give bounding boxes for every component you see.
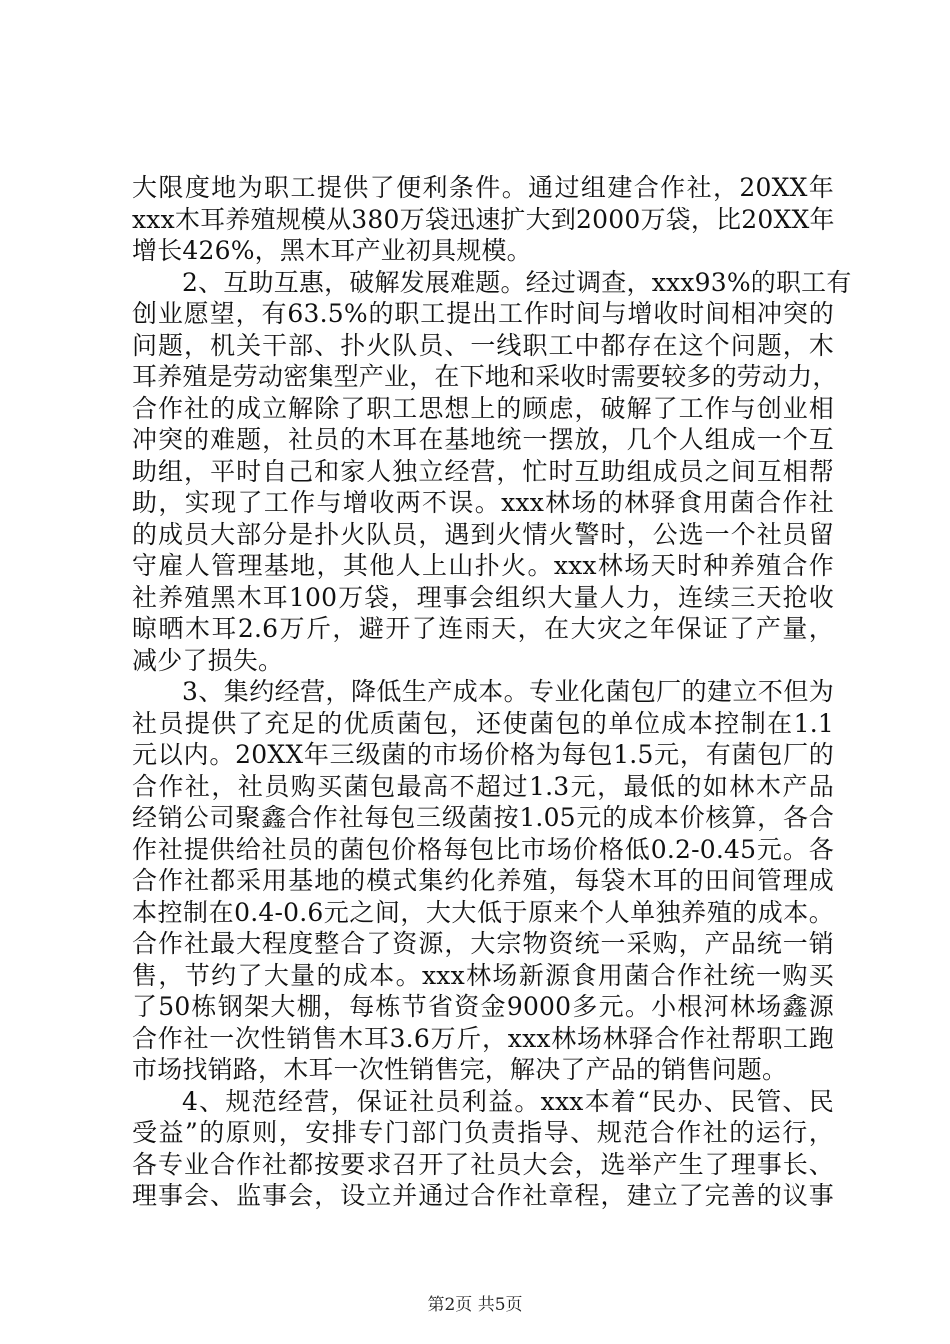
text-line: 作社提供给社员的菌包价格每包比市场价格低0.2-0.45元。各 xyxy=(132,834,834,864)
text-line: 守雇人管理基地，其他人上山扑火。xxx林场天时种养殖合作 xyxy=(132,551,834,580)
text-line: 晾晒木耳2.6万斤，避开了连雨天，在大灾之年保证了产量， xyxy=(132,614,834,643)
text-line: 合作社都采用基地的模式集约化养殖，每袋木耳的田间管理成 xyxy=(132,866,834,895)
text-line: 助，实现了工作与增收两不误。xxx林场的林驿食用菌合作社 xyxy=(132,488,834,517)
text-line: 社养殖黑木耳100万袋，理事会组织大量人力，连续三天抢收 xyxy=(132,582,834,612)
text-line: 创业愿望，有63.5%的职工提出工作时间与增收时间相冲突的 xyxy=(132,299,834,328)
text-line: 合作社一次性销售木耳3.6万斤，xxx林场林驿合作社帮职工跑 xyxy=(132,1023,834,1053)
text-line: 本控制在0.4-0.6元之间，大大低于原来个人单独养殖的成本。 xyxy=(132,897,834,927)
text-line: 市场找销路，木耳一次性销售完，解决了产品的销售问题。 xyxy=(132,1055,788,1084)
text-line: 的成员大部分是扑火队员，遇到火情火警时，公选一个社员留 xyxy=(132,519,834,549)
text-line: 理事会、监事会，设立并通过合作社章程，建立了完善的议事 xyxy=(132,1181,834,1210)
text-line: 受益”的原则，安排专门部门负责指导、规范合作社的运行， xyxy=(132,1118,834,1147)
text-line: 合作社最大程度整合了资源，大宗物资统一采购，产品统一销 xyxy=(132,929,834,958)
text-line: 合作社的成立解除了职工思想上的顾虑，破解了工作与创业相 xyxy=(132,393,834,423)
text-line: 耳养殖是劳动密集型产业，在下地和采收时需要较多的劳动力， xyxy=(132,362,838,391)
text-line: 问题，机关干部、扑火队员、一线职工中都存在这个问题，木 xyxy=(132,330,834,360)
paragraph-heading-line: 2、互助互惠，破解发展难题。经过调查，xxx93%的职工有 xyxy=(182,267,852,297)
text-line: 冲突的难题，社员的木耳在基地统一摆放，几个人组成一个互 xyxy=(132,425,834,454)
text-line: 增长426%，黑木耳产业初具规模。 xyxy=(132,236,532,265)
text-line: 各专业合作社都按要求召开了社员大会，选举产生了理事长、 xyxy=(132,1149,834,1179)
text-line: xxx木耳养殖规模从380万袋迅速扩大到2000万袋，比20XX年 xyxy=(132,204,835,234)
paragraph-heading-line: 4、规范经营，保证社员利益。xxx本着“民办、民管、民 xyxy=(182,1086,834,1116)
text-line: 经销公司聚鑫合作社每包三级菌按1.05元的成本价核算，各合 xyxy=(132,803,834,832)
text-line: 社员提供了充足的优质菌包，还使菌包的单位成本控制在1.1 xyxy=(132,708,834,738)
text-line: 助组，平时自己和家人独立经营，忙时互助组成员之间互相帮 xyxy=(132,456,834,486)
text-line: 元以内。20XX年三级菌的市场价格为每包1.5元，有菌包厂的 xyxy=(132,740,834,769)
text-line: 大限度地为职工提供了便利条件。通过组建合作社，20XX年 xyxy=(132,173,834,202)
text-line: 减少了损失。 xyxy=(132,645,284,675)
paragraph-heading-line: 3、集约经营，降低生产成本。专业化菌包厂的建立不但为 xyxy=(182,677,834,706)
page-number-footer: 第2页 共5页 xyxy=(427,1295,523,1315)
text-line: 合作社，社员购买菌包最高不超过1.3元，最低的如林木产品 xyxy=(132,771,834,801)
document-body xyxy=(132,172,852,1212)
text-line: 售，节约了大量的成本。xxx林场新源食用菌合作社统一购买 xyxy=(132,960,834,990)
text-line: 了50栋钢架大棚，每栋节省资金9000多元。小根河林场鑫源 xyxy=(132,992,834,1021)
